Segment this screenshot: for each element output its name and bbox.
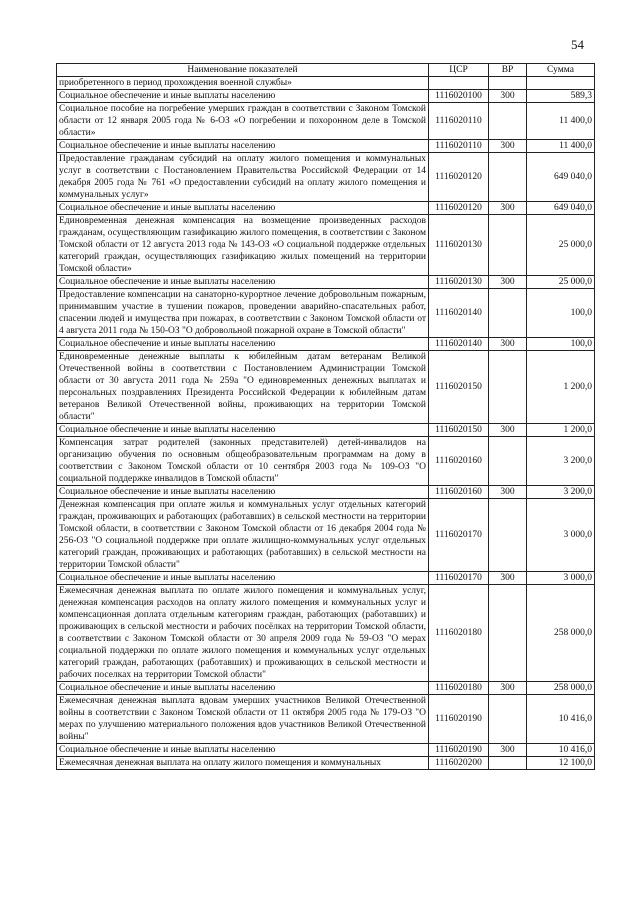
row-name-cell: Социальное обеспечение и иные выплаты населению	[57, 90, 429, 103]
header-csr: ЦСР	[429, 64, 489, 77]
row-sum-cell: 258 000,0	[527, 585, 595, 682]
row-sum-cell: 1 200,0	[527, 351, 595, 424]
row-sum-cell	[527, 77, 595, 90]
row-vr-cell	[489, 499, 527, 572]
row-sum-cell: 3 200,0	[527, 437, 595, 486]
page-number: 54	[571, 37, 584, 52]
row-csr-cell: 1116020190	[429, 744, 489, 757]
row-vr-cell: 300	[489, 338, 527, 351]
row-name-cell: Денежная компенсация при оплате жилья и коммунальных услуг отдельных категорий граждан, проживающих и работающих (работавших) в сельской местности на территории Томской области, в соответствии с Законом Томской области от 16 декабря 2004 года № 256-ОЗ "О социальной поддержке при оплате жилищно-коммунальных услуг отдельных категорий граждан, проживающих и работающих (работавших) в сельской местности на территории Томской области"	[57, 499, 429, 572]
budget-table	[56, 63, 595, 770]
table-row	[57, 695, 595, 744]
table-row	[57, 744, 595, 757]
row-sum-cell: 25 000,0	[527, 276, 595, 289]
row-csr-cell: 1116020100	[429, 90, 489, 103]
row-csr-cell: 1116020190	[429, 695, 489, 744]
row-name-cell: Социальное обеспечение и иные выплаты населению	[57, 202, 429, 215]
table-row	[57, 103, 595, 140]
table-row	[57, 585, 595, 682]
row-sum-cell: 11 400,0	[527, 140, 595, 153]
row-sum-cell: 25 000,0	[527, 215, 595, 276]
row-name-cell: Предоставление компенсации на санаторно-курортное лечение добровольным пожарным, принимавшим участие в тушении пожаров, проведении аварийно-спасательных работ, спасении людей и имущества при пожарах, в соответствии с Законом Томской области от 4 августа 2011 года № 150-ОЗ "О добровольной пожарной охране в Томской области"	[57, 289, 429, 338]
row-vr-cell: 300	[489, 572, 527, 585]
row-vr-cell	[489, 215, 527, 276]
row-sum-cell: 589,3	[527, 90, 595, 103]
row-csr-cell: 1116020160	[429, 486, 489, 499]
table-row	[57, 437, 595, 486]
row-name-cell: Ежемесячная денежная выплата вдовам умерших участников Великой Отечественной войны в соответствии с Законом Томской области от 11 октября 2005 года № 179-ОЗ "О мерах по улучшению материального положения вдов участников Великой Отечественной войны"	[57, 695, 429, 744]
row-vr-cell	[489, 351, 527, 424]
table-row	[57, 140, 595, 153]
row-name-cell: Единовременная денежная компенсация на возмещение произведенных расходов гражданам, осуществляющим газификацию жилого помещения, в соответствии с Законом Томской области от 12 августа 2013 года № 143-ОЗ «О социальной поддержке отдельных категорий граждан, осуществляющих газификацию жилых помещений на территории Томской области»	[57, 215, 429, 276]
row-csr-cell: 1116020150	[429, 351, 489, 424]
table-body	[57, 77, 595, 770]
row-sum-cell: 100,0	[527, 338, 595, 351]
row-name-cell: Ежемесячная денежная выплата на оплату жилого помещения и коммунальных	[57, 757, 429, 770]
row-vr-cell	[489, 757, 527, 770]
row-vr-cell	[489, 437, 527, 486]
row-vr-cell: 300	[489, 140, 527, 153]
table-row	[57, 202, 595, 215]
row-csr-cell: 1116020170	[429, 499, 489, 572]
row-sum-cell: 3 200,0	[527, 486, 595, 499]
row-vr-cell: 300	[489, 744, 527, 757]
row-name-cell: Ежемесячная денежная выплата по оплате жилого помещения и коммунальных услуг, денежная компенсация расходов на оплату жилого помещения и коммунальных услуг и компенсационная доплата отдельным категориям граждан, работающих (работавших) и проживающих в сельской местности и рабочих посёлках на территории Томской области, в соответствии с Законом Томской области от 30 апреля 2009 года № 59-ОЗ "О мерах социальной поддержки по оплате жилого помещения и коммунальных услуг отдельных категорий граждан, работающих (работавших) и проживающих в сельской местности и рабочих поселках на территории Томской области"	[57, 585, 429, 682]
row-csr-cell: 1116020140	[429, 289, 489, 338]
row-sum-cell: 3 000,0	[527, 572, 595, 585]
header-vr: ВР	[489, 64, 527, 77]
row-vr-cell	[489, 695, 527, 744]
table-row	[57, 338, 595, 351]
row-csr-cell: 1116020150	[429, 424, 489, 437]
row-name-cell: Социальное обеспечение и иные выплаты населению	[57, 682, 429, 695]
row-csr-cell: 1116020110	[429, 103, 489, 140]
row-name-cell: приобретенного в период прохождения военной службы»	[57, 77, 429, 90]
row-sum-cell: 1 200,0	[527, 424, 595, 437]
row-vr-cell: 300	[489, 682, 527, 695]
table-row	[57, 757, 595, 770]
row-sum-cell: 10 416,0	[527, 695, 595, 744]
row-vr-cell: 300	[489, 276, 527, 289]
row-name-cell: Социальное обеспечение и иные выплаты населению	[57, 338, 429, 351]
row-sum-cell: 100,0	[527, 289, 595, 338]
row-sum-cell: 258 000,0	[527, 682, 595, 695]
row-name-cell: Социальное пособие на погребение умерших граждан в соответствии с Законом Томской области от 12 января 2005 года № 6-ОЗ «О погребении и похоронном деле в Томской области»	[57, 103, 429, 140]
row-csr-cell: 1116020160	[429, 437, 489, 486]
row-name-cell: Социальное обеспечение и иные выплаты населению	[57, 276, 429, 289]
row-csr-cell: 1116020200	[429, 757, 489, 770]
row-name-cell: Предоставление гражданам субсидий на оплату жилого помещения и коммунальных услуг в соответствии с Постановлением Правительства Российской Федерации от 14 декабря 2005 года № 761 «О предоставлении субсидий на оплату жилого помещения и коммунальных услуг»	[57, 153, 429, 202]
row-name-cell: Социальное обеспечение и иные выплаты населению	[57, 744, 429, 757]
table-row	[57, 486, 595, 499]
table-row	[57, 289, 595, 338]
row-sum-cell: 10 416,0	[527, 744, 595, 757]
row-csr-cell: 1116020140	[429, 338, 489, 351]
row-csr-cell: 1116020180	[429, 585, 489, 682]
row-vr-cell	[489, 77, 527, 90]
table-header-row	[57, 64, 595, 77]
row-csr-cell: 1116020180	[429, 682, 489, 695]
table-row	[57, 153, 595, 202]
row-name-cell: Социальное обеспечение и иные выплаты населению	[57, 486, 429, 499]
row-name-cell: Социальное обеспечение и иные выплаты населению	[57, 140, 429, 153]
table-row	[57, 351, 595, 424]
row-sum-cell: 649 040,0	[527, 153, 595, 202]
row-vr-cell	[489, 103, 527, 140]
table-row	[57, 572, 595, 585]
row-sum-cell: 11 400,0	[527, 103, 595, 140]
row-sum-cell: 3 000,0	[527, 499, 595, 572]
row-csr-cell: 1116020170	[429, 572, 489, 585]
row-vr-cell	[489, 153, 527, 202]
row-csr-cell: 1116020120	[429, 202, 489, 215]
table-row	[57, 90, 595, 103]
row-vr-cell: 300	[489, 202, 527, 215]
row-vr-cell: 300	[489, 424, 527, 437]
row-csr-cell: 1116020130	[429, 276, 489, 289]
header-sum: Сумма	[527, 64, 595, 77]
table-row	[57, 499, 595, 572]
table-row	[57, 77, 595, 90]
row-name-cell: Социальное обеспечение и иные выплаты населению	[57, 572, 429, 585]
table-row	[57, 276, 595, 289]
table-row	[57, 682, 595, 695]
row-csr-cell: 1116020120	[429, 153, 489, 202]
row-name-cell: Социальное обеспечение и иные выплаты населению	[57, 424, 429, 437]
row-csr-cell: 1116020130	[429, 215, 489, 276]
row-csr-cell	[429, 77, 489, 90]
row-vr-cell: 300	[489, 486, 527, 499]
row-vr-cell: 300	[489, 90, 527, 103]
row-vr-cell	[489, 289, 527, 338]
row-vr-cell	[489, 585, 527, 682]
table-row	[57, 215, 595, 276]
header-name: Наименование показателей	[57, 64, 429, 77]
table-row	[57, 424, 595, 437]
row-name-cell: Компенсация затрат родителей (законных представителей) детей-инвалидов на организацию обучения по основным общеобразовательным программам на дому в соответствии с Законом Томской области от 10 сентября 2003 года № 109-ОЗ "О социальной поддержке инвалидов в Томской области"	[57, 437, 429, 486]
row-sum-cell: 649 040,0	[527, 202, 595, 215]
row-name-cell: Единовременные денежные выплаты к юбилейным датам ветеранам Великой Отечественной войны в соответствии с Постановлением Администрации Томской области от 30 августа 2011 года № 259а "О единовременных денежных выплатах и персональных поздравлениях Президента Российской Федерации к юбилейным датам ветеранов Великой Отечественной войны, проживающих на территории Томской области"	[57, 351, 429, 424]
row-sum-cell: 12 100,0	[527, 757, 595, 770]
row-csr-cell: 1116020110	[429, 140, 489, 153]
